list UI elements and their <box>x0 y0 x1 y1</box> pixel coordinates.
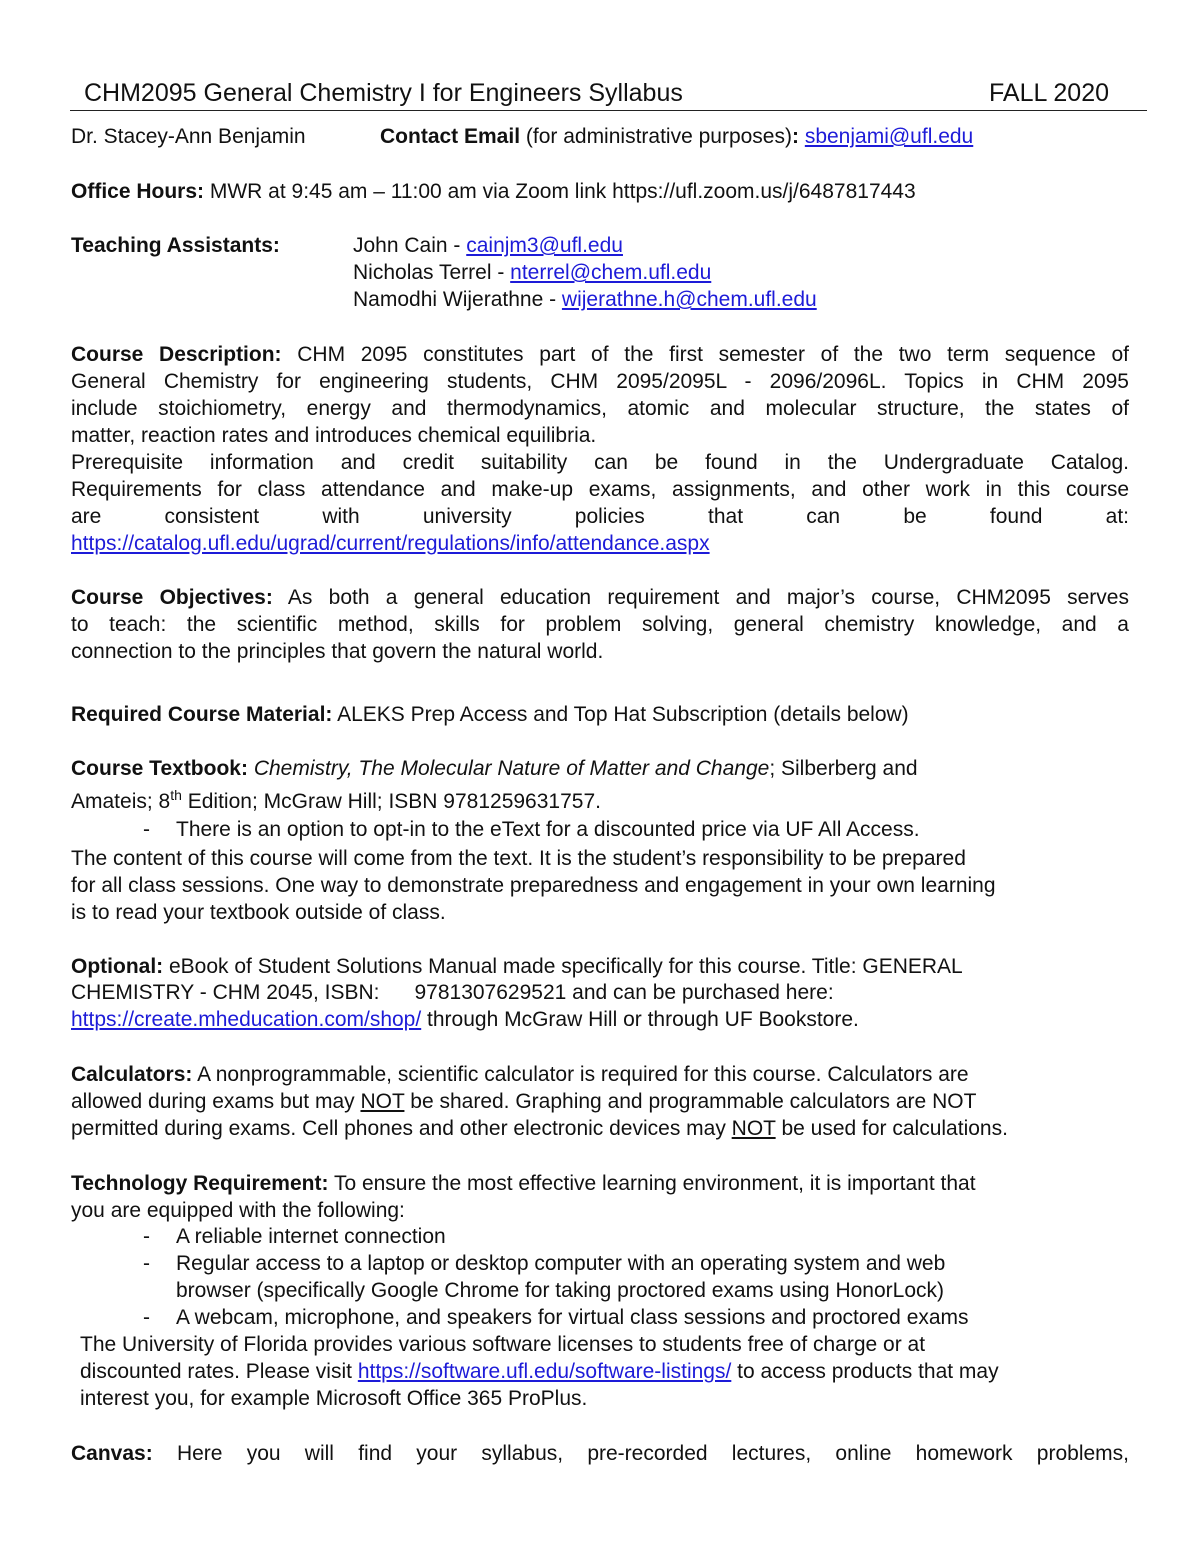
header-rule <box>70 110 1147 111</box>
optional-line: CHEMISTRY - CHM 2045, ISBN: 9781307629521 and can be purchased here: <box>71 981 834 1004</box>
calculators-label: Calculators: <box>71 1063 193 1086</box>
description-line: Course Description: CHM 2095 constitutes part of the first semester of the two term sequence of <box>71 343 1130 366</box>
ta-label: Teaching Assistants: <box>71 234 280 257</box>
office-hours-label: Office Hours: <box>71 180 205 203</box>
optional-line: Optional: eBook of Student Solutions Manual made specifically for this course. Title: GENERAL <box>71 955 963 978</box>
ta-email-link[interactable]: cainjm3@ufl.edu <box>466 234 623 257</box>
technology-bullet: Regular access to a laptop or desktop computer with an operating system and web <box>176 1252 946 1275</box>
objectives-line: connection to the principles that govern the natural world. <box>71 640 604 663</box>
textbook-paragraph-line: is to read your textbook outside of class. <box>71 901 446 924</box>
description-line: matter, reaction rates and introduces chemical equilibria. <box>71 424 597 447</box>
not-emphasis: NOT <box>731 1117 776 1140</box>
optional-line: https://create.mheducation.com/shop/ through McGraw Hill or through UF Bookstore. <box>71 1008 859 1031</box>
optional-label: Optional: <box>71 955 164 978</box>
not-emphasis: NOT <box>360 1090 405 1113</box>
textbook-paragraph-line: for all class sessions. One way to demonstrate preparedness and engagement in your own learning <box>71 874 996 897</box>
textbook-bullet: There is an option to opt-in to the eText for a discounted price via UF All Access. <box>176 818 920 841</box>
ta-email-link[interactable]: wijerathne.h@chem.ufl.edu <box>561 288 817 311</box>
objectives-label: Course Objectives: <box>71 586 273 609</box>
instructor-email-link[interactable]: sbenjami@ufl.edu <box>804 125 974 148</box>
canvas-label: Canvas: <box>71 1442 153 1465</box>
contact-note: (for administrative purposes) <box>525 125 792 148</box>
ta-name: Nicholas Terrel - <box>353 261 511 284</box>
description-line: Prerequisite information and credit suitability can be found in the Undergraduate Catalog. <box>71 451 1129 474</box>
ta-item <box>353 259 711 286</box>
bullet-dash: - <box>143 1225 150 1248</box>
technology-bullet: A reliable internet connection <box>176 1225 446 1248</box>
objectives-line: Course Objectives: As both a general education requirement and major’s course, CHM2095 serves <box>71 586 1129 609</box>
textbook-line: Amateis; 8th Edition; McGraw Hill; ISBN 9781259631757. <box>71 787 601 813</box>
textbook-paragraph-line: The content of this course will come from the text. It is the student’s responsibility to be prepared <box>71 847 966 870</box>
textbook-title: Chemistry, The Molecular Nature of Matter and Change <box>253 757 770 780</box>
required-material-text: ALEKS Prep Access and Top Hat Subscription (details below) <box>337 703 909 726</box>
ta-item <box>353 286 817 313</box>
description-line: are consistent with university policies that can be found at: <box>71 505 1129 528</box>
office-hours-text: MWR at 9:45 am – 11:00 am via Zoom link https://ufl.zoom.us/j/6487817443 <box>209 180 916 203</box>
description-label: Course Description: <box>71 343 282 366</box>
term-label: FALL 2020 <box>989 79 1110 107</box>
contact-label: Contact Email <box>380 125 521 148</box>
canvas-line: Canvas: Here you will find your syllabus, pre-recorded lectures, online homework problems, <box>71 1442 1129 1465</box>
mheducation-link[interactable]: https://create.mheducation.com/shop/ <box>71 1008 422 1031</box>
description-line: include stoichiometry, energy and thermodynamics, atomic and molecular structure, the states of <box>71 397 1129 420</box>
textbook-label: Course Textbook: <box>71 757 248 780</box>
ta-name: Namodhi Wijerathne - <box>353 288 562 311</box>
technology-line: Technology Requirement: To ensure the most effective learning environment, it is important that <box>71 1172 976 1195</box>
instructor-name: Dr. Stacey-Ann Benjamin <box>71 125 306 148</box>
technology-bullet: A webcam, microphone, and speakers for virtual class sessions and proctored exams <box>176 1306 969 1329</box>
ta-item <box>353 232 623 259</box>
attendance-policy-link[interactable]: https://catalog.ufl.edu/ugrad/current/regulations/info/attendance.aspx <box>71 532 710 555</box>
ta-name: John Cain - <box>353 234 467 257</box>
description-line: General Chemistry for engineering students, CHM 2095/2095L - 2096/2096L. Topics in CHM 2095 <box>71 370 1129 393</box>
contact-colon: : <box>791 125 799 148</box>
software-line: interest you, for example Microsoft Office 365 ProPlus. <box>80 1387 588 1410</box>
objectives-line: to teach: the scientific method, skills for problem solving, general chemistry knowledge, and a <box>71 613 1129 636</box>
textbook-line: Course Textbook: Chemistry, The Molecular Nature of Matter and Change; Silberberg and <box>71 757 918 780</box>
required-material-label: Required Course Material: <box>71 703 333 726</box>
calculators-line: allowed during exams but may NOT be shared. Graphing and programmable calculators are NOT <box>71 1090 977 1113</box>
required-material <box>71 701 909 728</box>
technology-label: Technology Requirement: <box>71 1172 329 1195</box>
software-line: The University of Florida provides various software licenses to students free of charge or at <box>80 1333 926 1356</box>
calculators-line: permitted during exams. Cell phones and other electronic devices may NOT be used for calculations. <box>71 1117 1008 1140</box>
description-line: Requirements for class attendance and make-up exams, assignments, and other work in this course <box>71 478 1129 501</box>
bullet-dash: - <box>143 818 150 841</box>
contact-line <box>380 123 973 150</box>
ta-email-link[interactable]: nterrel@chem.ufl.edu <box>510 261 712 284</box>
page-title: CHM2095 General Chemistry I for Engineers Syllabus <box>84 79 683 107</box>
technology-bullet-cont: browser (specifically Google Chrome for taking proctored exams using HonorLock) <box>176 1279 944 1302</box>
bullet-dash: - <box>143 1306 150 1329</box>
software-listings-link[interactable]: https://software.ufl.edu/software-listings/ <box>357 1360 732 1383</box>
bullet-dash: - <box>143 1252 150 1275</box>
office-hours <box>71 178 916 205</box>
software-line: discounted rates. Please visit https://software.ufl.edu/software-listings/ to access products that may <box>80 1360 999 1383</box>
technology-line: you are equipped with the following: <box>71 1199 405 1222</box>
calculators-line: Calculators: A nonprogrammable, scientific calculator is required for this course. Calculators are <box>71 1063 969 1086</box>
